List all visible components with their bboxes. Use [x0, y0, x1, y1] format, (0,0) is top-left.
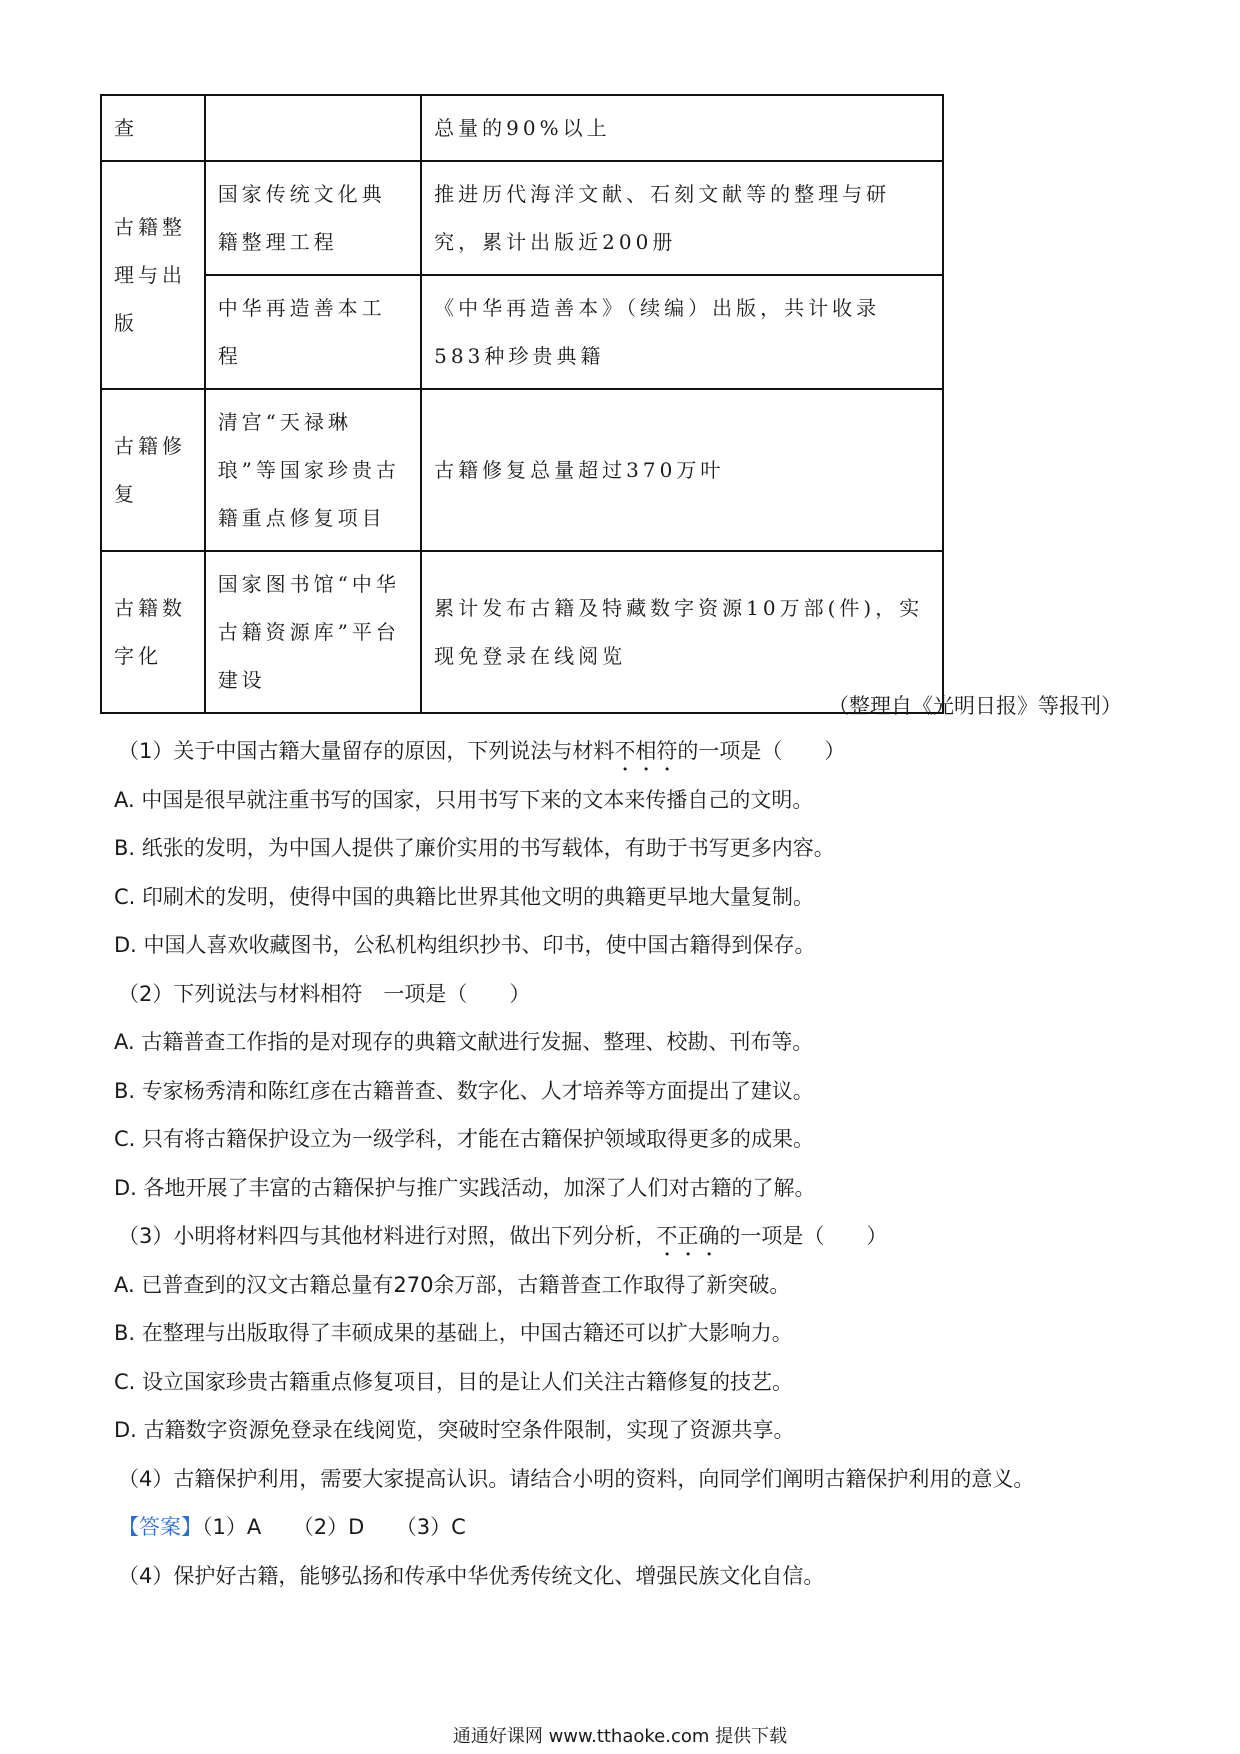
table-cell-result: 总量的90%以上 — [421, 95, 943, 161]
question-block — [112, 727, 1132, 1600]
question-1-option-d: D. 中国人喜欢收藏图书，公私机构组织抄书、印书，使中国古籍得到保存。 — [114, 933, 816, 957]
question-4-stem: （4）古籍保护利用，需要大家提高认识。请结合小明的资料，向同学们阐明古籍保护利用的意义。 — [118, 1466, 1035, 1491]
table-row — [101, 161, 943, 275]
question-1-option-a: A. 中国是很早就注重书写的国家，只用书写下来的文本来传播自己的文明。 — [114, 787, 814, 812]
question-3-option-c: C. 设立国家珍贵古籍重点修复项目，目的是让人们关注古籍修复的技艺。 — [114, 1369, 794, 1394]
answer-tag: 【答案】 — [118, 1515, 202, 1539]
question-2-option-a: A. 古籍普查工作指的是对现存的典籍文献进行发掘、整理、校勘、刊布等。 — [114, 1030, 814, 1054]
question-3-stem — [112, 1212, 1132, 1261]
table-cell-result: 累计发布古籍及特藏数字资源10万部(件)，实现免登录在线阅览 — [421, 551, 943, 713]
question-3-stem-post: 的一项是（ ） — [719, 1224, 888, 1248]
table-row — [101, 275, 943, 389]
table-cell-project: 中华再造善本工程 — [205, 275, 421, 389]
table-row — [101, 389, 943, 551]
answer-line-1 — [112, 1503, 1132, 1552]
source-note: （整理自《光明日报》等报刊） — [828, 694, 1122, 718]
table-cell-project: 国家图书馆“中华古籍资源库”平台建设 — [205, 551, 421, 713]
question-2-option-c: C. 只有将古籍保护设立为一级学科，才能在古籍保护领域取得更多的成果。 — [114, 1127, 815, 1151]
table-cell-result: 古籍修复总量超过370万叶 — [421, 389, 943, 551]
question-1-stem-pre: （1）关于中国古籍大量留存的原因，下列说法与材料 — [118, 739, 615, 763]
table-cell-category: 古籍数字化 — [101, 551, 205, 713]
question-3-option-b: B. 在整理与出版取得了丰硕成果的基础上，中国古籍还可以扩大影响力。 — [114, 1321, 793, 1345]
table-row — [101, 551, 943, 713]
question-3-option-d: D. 古籍数字资源免登录在线阅览，突破时空条件限制，实现了资源共享。 — [114, 1418, 795, 1442]
table-cell-category: 查 — [101, 95, 205, 161]
answer-choices: （1）A （2）D （3）C — [202, 1515, 466, 1539]
answer-line-2: （4）保护好古籍，能够弘扬和传承中华优秀传统文化、增强民族文化自信。 — [118, 1563, 825, 1588]
question-2-option-b: B. 专家杨秀清和陈红彦在古籍普查、数字化、人才培养等方面提出了建议。 — [114, 1078, 814, 1103]
table-cell-category: 古籍整理与出版 — [101, 161, 205, 389]
table-cell-category: 古籍修复 — [101, 389, 205, 551]
table-cell-project: 清宫“天禄琳琅”等国家珍贵古籍重点修复项目 — [205, 389, 421, 551]
records-table — [100, 94, 944, 714]
table-row — [101, 95, 943, 161]
question-1-option-c: C. 印刷术的发明，使得中国的典籍比世界其他文明的典籍更早地大量复制。 — [114, 884, 815, 909]
question-3-stem-emphasis: 不正确 — [656, 1224, 720, 1248]
question-3-stem-pre: （3）小明将材料四与其他材料进行对照，做出下列分析， — [118, 1224, 657, 1248]
table-cell-project — [205, 95, 421, 161]
footer-download-note: 通通好课网 www.tthaoke.com 提供下载 — [452, 1726, 788, 1747]
table-cell-project: 国家传统文化典籍整理工程 — [205, 161, 421, 275]
question-1-stem-post: 的一项是（ ） — [677, 739, 846, 763]
question-1-stem — [112, 727, 1132, 776]
question-3-option-a: A. 已普查到的汉文古籍总量有270余万部，古籍普查工作取得了新突破。 — [114, 1272, 791, 1297]
question-2-stem: （2）下列说法与材料相符 一项是（ ） — [118, 981, 531, 1006]
question-2-option-d: D. 各地开展了丰富的古籍保护与推广实践活动，加深了人们对古籍的了解。 — [114, 1175, 816, 1200]
question-1-option-b: B. 纸张的发明，为中国人提供了廉价实用的书写载体，有助于书写更多内容。 — [114, 836, 835, 860]
table-cell-result: 《中华再造善本》（续编）出版，共计收录583种珍贵典籍 — [421, 275, 943, 389]
question-1-stem-emphasis: 不相符 — [614, 739, 678, 763]
table-cell-result: 推进历代海洋文献、石刻文献等的整理与研究，累计出版近200册 — [421, 161, 943, 275]
